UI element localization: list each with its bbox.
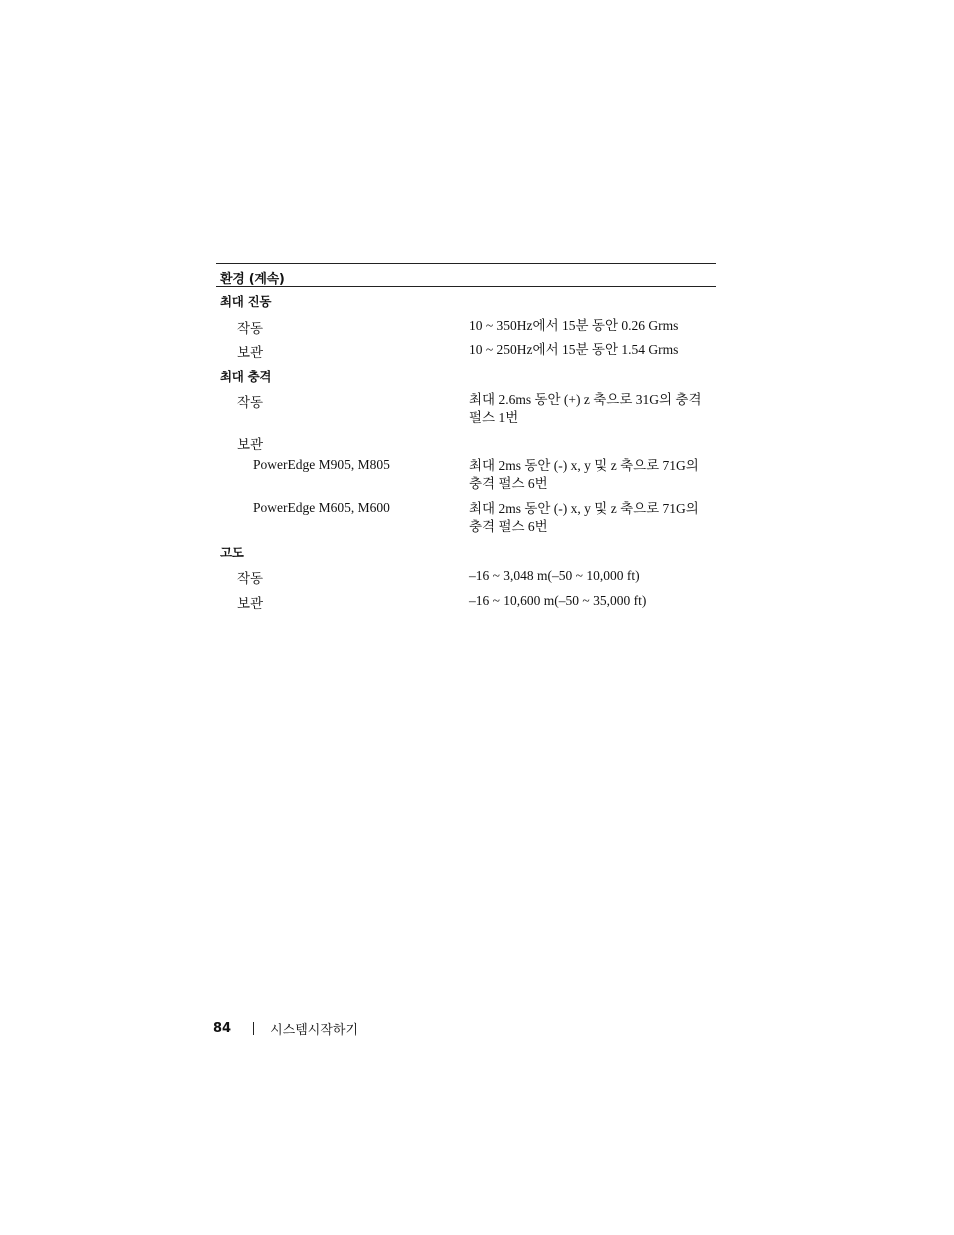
vibration-storage-value: 10 ~ 250Hz에서 15분 동안 1.54 Grms <box>469 342 679 357</box>
altitude-storage-label: 보관 <box>237 596 264 611</box>
environment-spec-table <box>216 263 716 611</box>
vibration-operating-value: 10 ~ 350Hz에서 15분 동안 0.26 Grms <box>469 318 679 333</box>
shock-storage-label: 보관 <box>237 437 264 452</box>
section-heading-altitude: 고도 <box>220 545 244 560</box>
footer-section-title: 시스템시작하기 <box>270 1023 358 1038</box>
section-heading-vibration: 최대 진동 <box>220 294 272 309</box>
vibration-storage-label: 보관 <box>237 345 264 360</box>
shock-storage-m905-label: PowerEdge M905, M805 <box>253 457 390 472</box>
altitude-operating-label: 작동 <box>237 571 264 586</box>
shock-storage-m605-label: PowerEdge M605, M600 <box>253 500 390 515</box>
shock-operating-label: 작동 <box>237 395 264 410</box>
table-header: 환경 (계속) <box>216 263 716 287</box>
vibration-operating-label: 작동 <box>237 321 264 336</box>
footer-divider <box>253 1022 254 1035</box>
page-number: 84 <box>213 1021 232 1036</box>
section-heading-shock: 최대 충격 <box>220 369 272 384</box>
page-footer <box>213 1019 358 1038</box>
altitude-operating-value: –16 ~ 3,048 m(–50 ~ 10,000 ft) <box>469 568 640 583</box>
shock-storage-m605-value: 최대 2ms 동안 (-) x, y 및 z 축으로 71G의 충격 펄스 6번 <box>469 501 699 534</box>
shock-storage-m905-value: 최대 2ms 동안 (-) x, y 및 z 축으로 71G의 충격 펄스 6번 <box>469 458 699 491</box>
shock-operating-value: 최대 2.6ms 동안 (+) z 축으로 31G의 충격 펄스 1번 <box>469 392 702 425</box>
altitude-storage-value: –16 ~ 10,600 m(–50 ~ 35,000 ft) <box>469 593 647 608</box>
